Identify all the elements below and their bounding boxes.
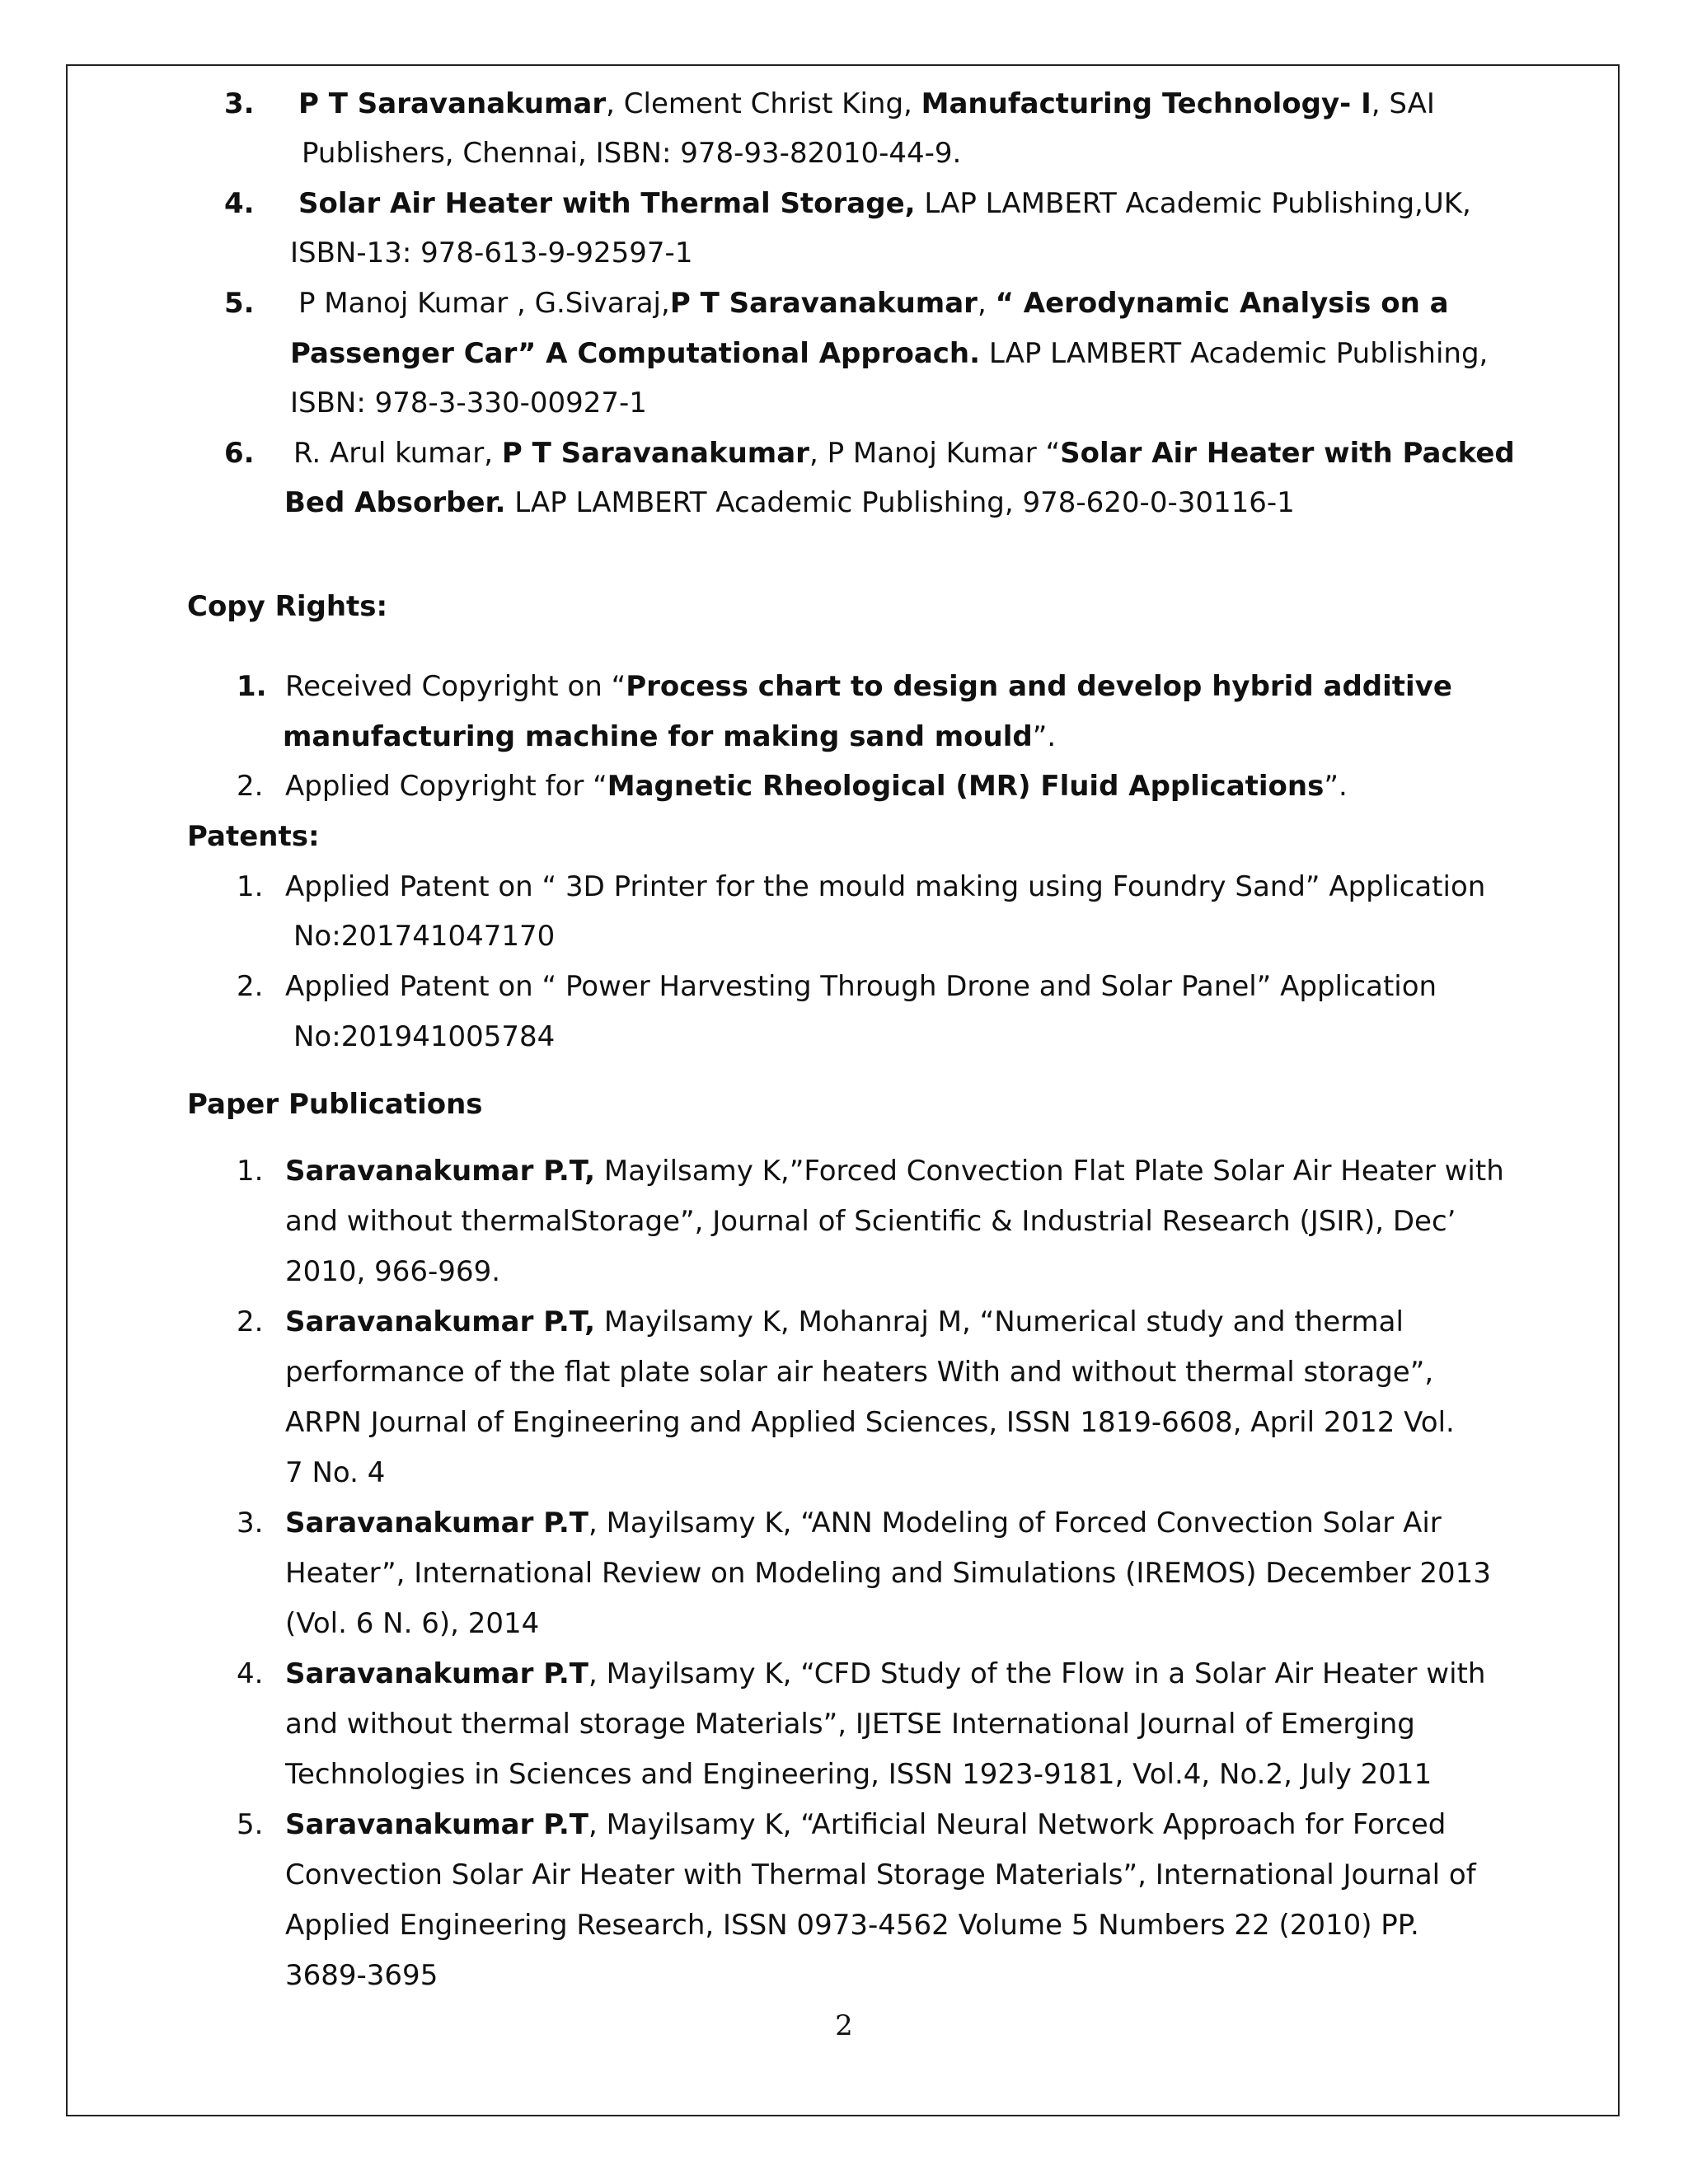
book-number: 6. bbox=[224, 437, 255, 470]
patent-entry-line: No:201941005784 bbox=[293, 1020, 556, 1053]
patents-heading: Patents: bbox=[187, 820, 320, 853]
patent-number: 2. bbox=[237, 970, 264, 1003]
book-entry-line: P Manoj Kumar , G.Sivaraj,P T Saravanakumar, “ Aerodynamic Analysis on a bbox=[298, 287, 1449, 320]
paper-number: 4. bbox=[237, 1657, 264, 1690]
book-number: 3. bbox=[224, 87, 255, 120]
paper-entry-line: Saravanakumar P.T, Mayilsamy K, “ANN Modeling of Forced Convection Solar Air bbox=[285, 1507, 1442, 1540]
paper-number: 2. bbox=[237, 1305, 264, 1338]
copyright-number: 1. bbox=[237, 670, 267, 703]
book-entry-line: Solar Air Heater with Thermal Storage, LAP LAMBERT Academic Publishing,UK, bbox=[298, 187, 1471, 220]
book-entry-line: R. Arul kumar, P T Saravanakumar, P Manoj Kumar “Solar Air Heater with Packed bbox=[293, 437, 1515, 470]
paper-entry-line: and without thermal storage Materials”, IJETSE International Journal of Emerging bbox=[285, 1708, 1415, 1741]
paper-entry-line: performance of the flat plate solar air heaters With and without thermal storage”, bbox=[285, 1356, 1434, 1389]
patent-entry-line: Applied Patent on “ Power Harvesting Through Drone and Solar Panel” Application bbox=[285, 970, 1437, 1003]
book-entry-line: Passenger Car” A Computational Approach. LAP LAMBERT Academic Publishing, bbox=[290, 337, 1489, 370]
copyright-entry-line: manufacturing machine for making sand mould”. bbox=[283, 720, 1057, 753]
paper-entry-line: 2010, 966-969. bbox=[285, 1255, 501, 1288]
paper-entry-line: ARPN Journal of Engineering and Applied Sciences, ISSN 1819-6608, April 2012 Vol. bbox=[285, 1406, 1455, 1439]
paper-number: 1. bbox=[237, 1155, 264, 1188]
copyright-entry-line: Applied Copyright for “Magnetic Rheological (MR) Fluid Applications”. bbox=[285, 770, 1348, 803]
book-entry-line: Bed Absorber. LAP LAMBERT Academic Publishing, 978-620-0-30116-1 bbox=[284, 486, 1295, 519]
book-number: 5. bbox=[224, 287, 255, 320]
paper-entry-line: Saravanakumar P.T, Mayilsamy K, “CFD Study of the Flow in a Solar Air Heater with bbox=[285, 1657, 1486, 1690]
book-entry-line: P T Saravanakumar, Clement Christ King, Manufacturing Technology- I, SAI bbox=[298, 87, 1435, 120]
papers-heading: Paper Publications bbox=[187, 1088, 483, 1121]
paper-entry-line: Applied Engineering Research, ISSN 0973-4562 Volume 5 Numbers 22 (2010) PP. bbox=[285, 1909, 1419, 1942]
paper-entry-line: 7 No. 4 bbox=[285, 1456, 386, 1489]
paper-number: 3. bbox=[237, 1507, 264, 1540]
paper-entry-line: Heater”, International Review on Modeling and Simulations (IREMOS) December 2013 bbox=[285, 1557, 1491, 1590]
book-entry-line: ISBN: 978-3-330-00927-1 bbox=[290, 387, 647, 419]
paper-entry-line: (Vol. 6 N. 6), 2014 bbox=[285, 1607, 540, 1640]
patent-number: 1. bbox=[237, 870, 264, 903]
paper-entry-line: Saravanakumar P.T, Mayilsamy K, “Artificial Neural Network Approach for Forced bbox=[285, 1808, 1447, 1841]
copyright-number: 2. bbox=[237, 770, 264, 803]
book-number: 4. bbox=[224, 187, 255, 220]
book-entry-line: ISBN-13: 978-613-9-92597-1 bbox=[290, 237, 693, 269]
book-entry-line: Publishers, Chennai, ISBN: 978-93-82010-44-9. bbox=[302, 137, 962, 170]
copyrights-heading: Copy Rights: bbox=[187, 590, 388, 623]
copyright-entry-line: Received Copyright on “Process chart to design and develop hybrid additive bbox=[285, 670, 1452, 703]
paper-number: 5. bbox=[237, 1808, 264, 1841]
paper-entry-line: Convection Solar Air Heater with Thermal Storage Materials”, International Journal of bbox=[285, 1858, 1476, 1891]
patent-entry-line: No:201741047170 bbox=[293, 920, 556, 953]
paper-entry-line: Saravanakumar P.T, Mayilsamy K, Mohanraj M, “Numerical study and thermal bbox=[285, 1305, 1404, 1338]
paper-entry-line: Technologies in Sciences and Engineering, ISSN 1923-9181, Vol.4, No.2, July 2011 bbox=[285, 1758, 1432, 1791]
paper-entry-line: 3689-3695 bbox=[285, 1959, 438, 1992]
paper-entry-line: and without thermalStorage”, Journal of Scientific & Industrial Research (JSIR), Dec’ bbox=[285, 1205, 1456, 1238]
page-number: 2 bbox=[835, 2009, 853, 2042]
paper-entry-line: Saravanakumar P.T, Mayilsamy K,”Forced Convection Flat Plate Solar Air Heater with bbox=[285, 1155, 1504, 1188]
patent-entry-line: Applied Patent on “ 3D Printer for the mould making using Foundry Sand” Application bbox=[285, 870, 1486, 903]
